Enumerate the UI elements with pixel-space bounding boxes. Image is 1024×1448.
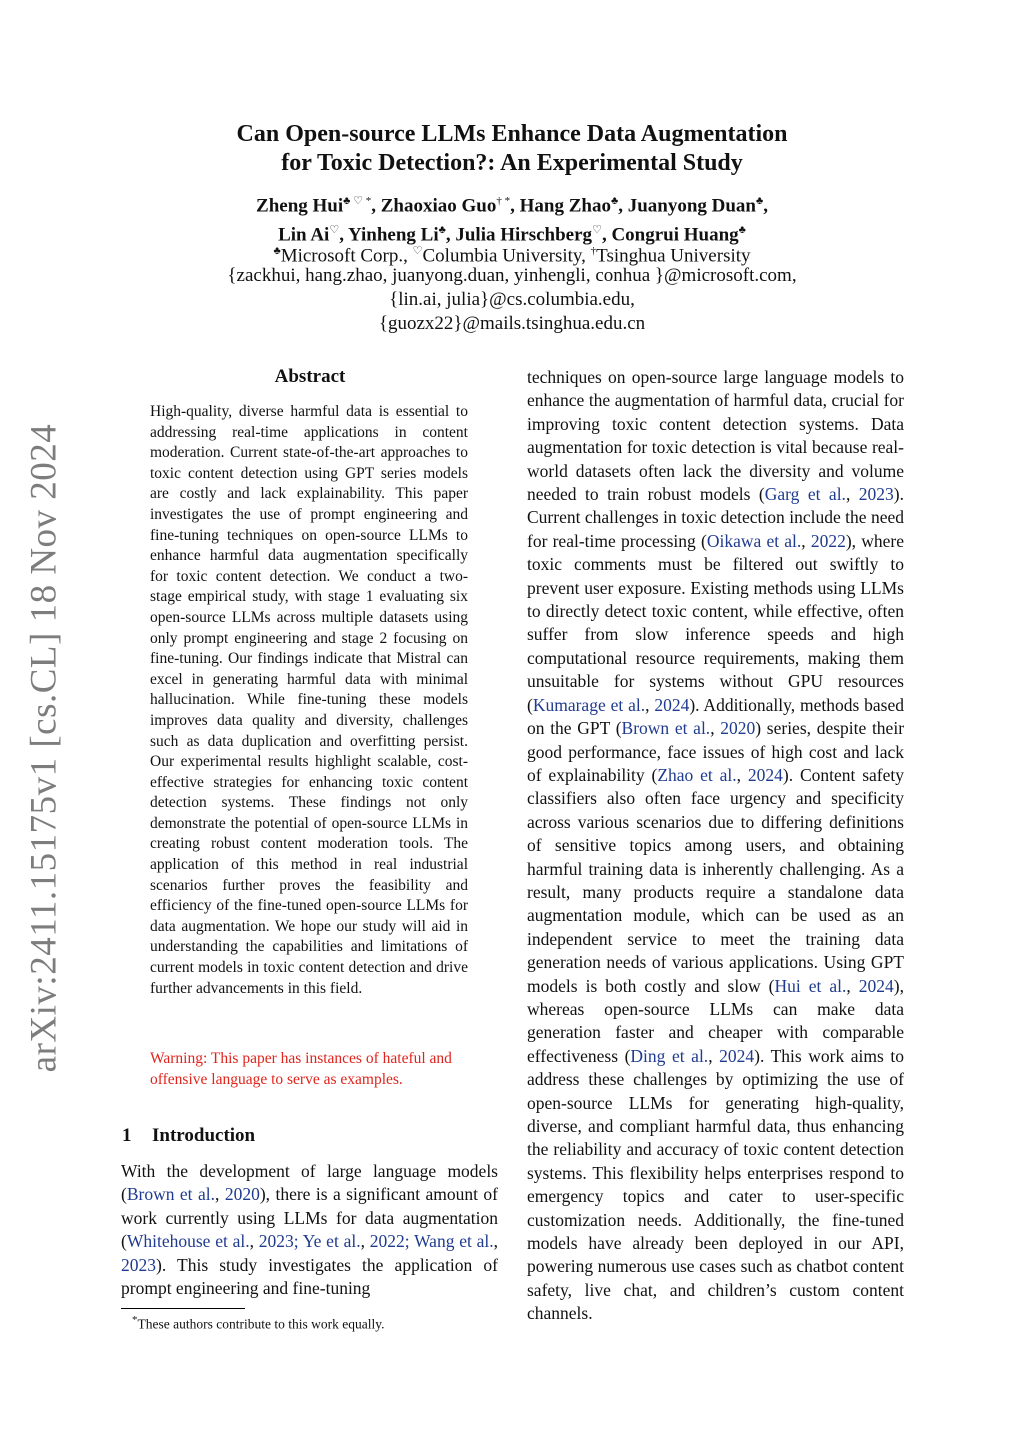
paragraph-text: , bbox=[249, 1231, 259, 1252]
citation-link[interactable]: Ding et al. bbox=[630, 1045, 709, 1066]
author-marks: ♣ bbox=[610, 195, 619, 207]
author-name: Juanyong Duan bbox=[627, 195, 756, 217]
paragraph-text: , bbox=[845, 484, 859, 505]
footnote bbox=[132, 1312, 384, 1333]
affiliation-mark: † bbox=[590, 245, 597, 257]
paragraph-text: , bbox=[493, 1231, 499, 1252]
arxiv-identifier: arXiv:2411.15175v1 [cs.CL] 18 Nov 2024 bbox=[23, 423, 65, 1073]
email-line: {lin.ai, julia}@cs.columbia.edu, bbox=[389, 289, 635, 310]
introduction-paragraph-left bbox=[121, 1160, 498, 1300]
paragraph-text: ), where toxic comments must be filtered out swiftly to prevent user exposure. Existing methods using LLMs to directly detect toxic content, while effective, often suffer from slow inference speeds and high computational resource requirements, making them unsuitable for systems without GPU resources ( bbox=[527, 530, 905, 715]
paragraph-text: , bbox=[710, 718, 721, 739]
author-name: Zheng Hui bbox=[256, 195, 344, 217]
paragraph-text: , bbox=[645, 694, 655, 715]
author-marks: ♣ bbox=[738, 224, 746, 237]
author-name: Yinheng Li bbox=[348, 224, 439, 246]
paragraph-text: , bbox=[846, 975, 859, 996]
author-name: Julia Hirschberg bbox=[455, 224, 593, 246]
affiliation-name: Columbia University bbox=[422, 245, 582, 267]
citation-link[interactable]: 2023 bbox=[858, 484, 894, 505]
citation-link[interactable]: Brown et al. bbox=[621, 718, 711, 739]
section-title: Introduction bbox=[152, 1125, 256, 1146]
paragraph-text: ). Current challenges in toxic detection include the need for real-time processing ( bbox=[527, 484, 904, 551]
abstract-heading: Abstract bbox=[274, 366, 346, 387]
citation-link[interactable]: Hui et al. bbox=[774, 975, 847, 996]
citation-link[interactable]: Garg et al. bbox=[764, 484, 846, 505]
paragraph-text: techniques on open-source large language models to enhance the augmentation of harmful data, crucial for improving toxic content detection systems. Data augmentation for toxic detection is vital because real-world datasets often lack the diversity and volume needed to train robust models ( bbox=[527, 367, 904, 505]
citation-link[interactable]: Zhao et al. bbox=[657, 764, 737, 785]
affiliation-mark: ♡ bbox=[412, 245, 423, 257]
abstract-body: High-quality, diverse harmful data is essential to addressing real-time applications in content moderation. Current state-of-the-art approaches to toxic content detection using GPT series models are costly and lack explainability. This paper investigates the use of prompt engineering and fine-tuning techniques on open-source LLMs to enhance harmful data augmentation specifically for toxic content detection. We conduct a two-stage empirical study, with stage 1 evaluating six open-source LLMs across multiple datasets using only prompt engineering and stage 2 focusing on fine-tuning. Our findings indicate that Mistral can excel in generating harmful data with minimal hallucination. While fine-tuning these models improves data quality and diversity, challenges such as data duplication and overfitting persist. Our experimental results highlight scalable, cost-effective strategies for enhancing toxic content detection systems. These findings not only demonstrate the potential of open-source LLMs in creating robust content moderation tools. The application of this method in real industrial scenarios further proves the feasibility and efficiency of the fine-tuned open-source LLMs for data augmentation. We hope our study will aid in understanding the capabilities and limitations of current models in toxic content detection and drive further advancements in this field. bbox=[150, 403, 468, 997]
email-line: {guozx22}@mails.tsinghua.edu.cn bbox=[378, 313, 646, 334]
affiliation-name: Microsoft Corp. bbox=[280, 245, 404, 267]
footnote-rule bbox=[121, 1308, 245, 1309]
citation-link[interactable]: 2023; Ye et al. bbox=[258, 1231, 361, 1252]
author-marks: ♣ bbox=[756, 195, 764, 207]
citation-link[interactable]: Brown et al. bbox=[126, 1184, 215, 1205]
footnote-mark: * bbox=[132, 1314, 138, 1326]
content-warning: Warning: This paper has instances of hateful and offensive language to serve as examples. bbox=[150, 1050, 452, 1088]
authors-line-1: Zheng Hui♣ ♡ *, Zhaoxiao Guo† *, Hang Zhao♣, Juanyong Duan♣, bbox=[256, 195, 768, 217]
authors-line-2: Lin Ai♡, Yinheng Li♣, Julia Hirschberg♡, Congrui Huang♣ bbox=[278, 224, 746, 246]
footnote-text: These authors contribute to this work equally. bbox=[137, 1316, 385, 1332]
section-number: 1 bbox=[122, 1125, 132, 1146]
section-heading-introduction bbox=[122, 1125, 255, 1147]
arxiv-sidebar bbox=[16, 423, 72, 1073]
paragraph-text: , bbox=[708, 1045, 720, 1066]
paragraph-text: ). Content safety classifiers also often face urgency and specificity across various scenarios due to differing definitions of sensitive topics among users, and obtaining harmful training data is inherently challenging. As a result, many products require a standalone data augmentation module, which can be used as an independent service to meet the training data generation needs of various applications. Using GPT models is both costly and slow ( bbox=[527, 764, 905, 996]
citation-link[interactable]: 2024 bbox=[747, 764, 783, 785]
paragraph-text: ), there is a significant amount of work currently using LLMs for data augmentation ( bbox=[121, 1184, 499, 1252]
affiliation-mark: ♣ bbox=[273, 245, 281, 257]
citation-link[interactable]: 2020 bbox=[224, 1184, 260, 1205]
author-marks: ♡ bbox=[592, 224, 602, 237]
citation-link[interactable]: 2022 bbox=[810, 530, 846, 551]
citation-link[interactable]: Oikawa et al. bbox=[706, 530, 802, 551]
paragraph-text: ), whereas open-source LLMs can make data generation faster and cheaper with comparable effectiveness ( bbox=[527, 975, 904, 1066]
citation-link[interactable]: 2020 bbox=[720, 718, 756, 739]
paragraph-text: , bbox=[214, 1184, 225, 1205]
author-name: Congrui Huang bbox=[611, 224, 739, 246]
author-name: Zhaoxiao Guo bbox=[380, 195, 497, 217]
paragraph-text: ). This study investigates the application of prompt engineering and fine-tuning bbox=[121, 1254, 498, 1299]
author-marks: ♣ bbox=[438, 224, 446, 237]
paragraph-text: , bbox=[736, 764, 748, 785]
email-line: {zackhui, hang.zhao, juanyong.duan, yinhengli, conhua }@microsoft.com, bbox=[227, 265, 797, 286]
citation-link[interactable]: 2022; Wang et al. bbox=[369, 1231, 494, 1252]
title-line-1: Can Open-source LLMs Enhance Data Augmentation bbox=[236, 121, 788, 147]
citation-link[interactable]: 2024 bbox=[858, 975, 894, 996]
citation-link[interactable]: 2024 bbox=[719, 1045, 755, 1066]
citation-link[interactable]: Kumarage et al. bbox=[532, 694, 646, 715]
citation-link[interactable]: Whitehouse et al. bbox=[126, 1231, 250, 1252]
author-name: Hang Zhao bbox=[519, 195, 611, 217]
paragraph-text: , bbox=[801, 530, 811, 551]
author-marks: ♣ ♡ * bbox=[343, 195, 372, 207]
author-emails bbox=[120, 264, 904, 336]
title-line-2: for Toxic Detection?: An Experimental Study bbox=[281, 150, 743, 176]
paragraph-text: ) series, despite their good performance, face issues of high cost and lack of explainability ( bbox=[527, 718, 905, 785]
paragraph-text: , bbox=[360, 1231, 370, 1252]
citation-link[interactable]: 2024 bbox=[654, 694, 690, 715]
paragraph-text: ). Additionally, methods based on the GPT ( bbox=[527, 694, 905, 739]
paragraph-text: With the development of large language models ( bbox=[121, 1161, 498, 1205]
paragraph-text: ). This work aims to address these challenges by optimizing the use of open-source LLMs for generating high-quality, diverse, and compliant harmful data, thus enhancing the reliability and accuracy of toxic content detection systems. This flexibility helps enterprises respond to emergency topics and cater to user-specific customization needs. Additionally, the fine-tuned models have already been deployed in our API, powering numerous use cases such as chatbot content safety, live chat, and children’s custom content channels. bbox=[527, 1045, 904, 1324]
author-marks: ♡ bbox=[329, 224, 340, 237]
affiliation-name: Tsinghua University bbox=[596, 245, 751, 267]
introduction-paragraph-right bbox=[527, 366, 904, 1326]
author-name: Lin Ai bbox=[278, 224, 330, 246]
citation-link[interactable]: 2023 bbox=[121, 1254, 156, 1275]
paper-title bbox=[120, 120, 904, 178]
author-marks: † * bbox=[496, 195, 511, 207]
affiliations: ♣Microsoft Corp., ♡Columbia University, †Tsinghua University bbox=[273, 245, 751, 267]
